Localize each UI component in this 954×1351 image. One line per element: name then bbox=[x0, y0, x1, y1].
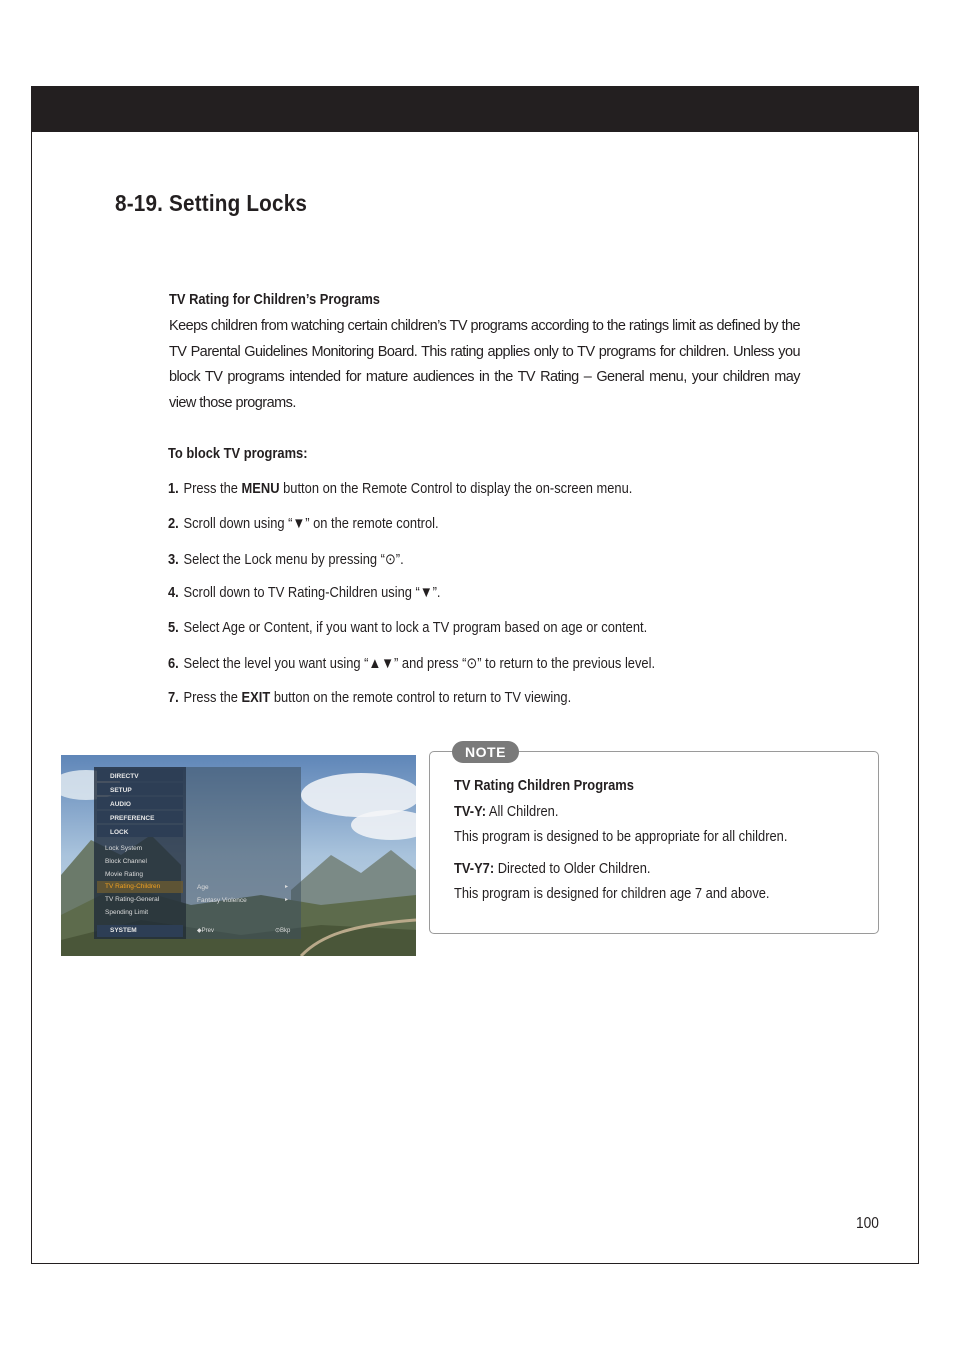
page-title: 8-19. Setting Locks bbox=[115, 190, 308, 216]
menu-item-setup: SETUP bbox=[110, 787, 132, 794]
step-text: button on the remote control to return to TV viewing. bbox=[270, 689, 572, 706]
menu-main-list bbox=[110, 770, 154, 840]
menu-sub-list bbox=[105, 843, 160, 920]
submenu-item-lock-system: Lock System bbox=[105, 845, 143, 852]
rating-name: Directed to Older Children. bbox=[494, 860, 651, 877]
note-title: TV Rating Children Programs bbox=[454, 777, 634, 794]
step-6 bbox=[168, 654, 655, 672]
step-number: 4. bbox=[168, 584, 179, 601]
note-desc-tvy7: This program is designed for children age 7 and above. bbox=[454, 885, 770, 902]
step-text: Select the Lock menu by pressing “⊙”. bbox=[183, 551, 404, 568]
step-2 bbox=[168, 515, 439, 532]
step-7 bbox=[168, 689, 571, 706]
submenu-item-spending-limit: Spending Limit bbox=[105, 908, 148, 916]
step-number: 2. bbox=[168, 515, 179, 532]
step-text: Select Age or Content, if you want to lock a TV program based on age or content. bbox=[183, 619, 648, 636]
step-keyword: EXIT bbox=[241, 689, 271, 706]
page-number: 100 bbox=[856, 1215, 879, 1232]
step-number: 1. bbox=[168, 480, 179, 497]
step-number: 5. bbox=[168, 619, 179, 636]
submenu-item-movie-rating: Movie Rating bbox=[105, 870, 143, 878]
rating-options-list bbox=[197, 881, 247, 907]
step-3 bbox=[168, 550, 404, 568]
rating-code: TV-Y: bbox=[454, 803, 487, 820]
menu-footer-select: ⊙Bkp bbox=[275, 928, 291, 934]
menu-item-system: SYSTEM bbox=[110, 927, 137, 934]
submenu-item-block-channel: Block Channel bbox=[105, 857, 147, 865]
menu-item-directv: DIRECTV bbox=[110, 773, 139, 780]
option-age: Age bbox=[197, 884, 209, 891]
submenu-item-tv-rating-children: TV Rating-Children bbox=[105, 883, 161, 891]
note-item-tvy7 bbox=[454, 860, 650, 877]
menu-item-audio: AUDIO bbox=[110, 801, 131, 808]
step-text: button on the Remote Control to display the on-screen menu. bbox=[279, 480, 633, 497]
section-heading: TV Rating for Children’s Programs bbox=[169, 291, 380, 308]
note-label: NOTE bbox=[452, 741, 519, 763]
menu-item-lock: LOCK bbox=[110, 829, 129, 836]
step-number: 3. bbox=[168, 551, 179, 568]
step-number: 7. bbox=[168, 689, 179, 706]
header-bar bbox=[31, 86, 919, 132]
note-desc-tvy: This program is designed to be appropriate for all children. bbox=[454, 828, 788, 845]
rating-code: TV-Y7: bbox=[454, 860, 495, 877]
description-paragraph: Keeps children from watching certain children’s TV programs according to the ratings limit as defined by the TV Parental Guidelines Monitoring Board. This rating applies only to TV programs for children. Unless you block TV programs intended for mature audiences in the TV Rating – General menu, your children may view those programs. bbox=[169, 318, 800, 412]
step-text: Scroll down using “▼” on the remote control. bbox=[183, 515, 439, 532]
option-fantasy-violence: Fantasy Violence bbox=[197, 897, 247, 904]
step-text: Press the bbox=[183, 480, 242, 497]
arrow-right-icon: ▸ bbox=[285, 897, 289, 903]
block-heading: To block TV programs: bbox=[168, 445, 308, 462]
rating-name: All Children. bbox=[486, 803, 559, 820]
option-arrows bbox=[285, 881, 288, 907]
step-text: Select the level you want using “▲▼” and press “⊙” to return to the previous level. bbox=[183, 655, 656, 672]
step-1 bbox=[168, 480, 632, 497]
tv-menu-screenshot bbox=[61, 755, 416, 956]
note-item-tvy bbox=[454, 803, 558, 820]
step-text: Scroll down to TV Rating-Children using “▼”. bbox=[183, 584, 441, 601]
step-text: Press the bbox=[183, 689, 242, 706]
arrow-right-icon: ▸ bbox=[285, 884, 289, 890]
step-keyword: MENU bbox=[241, 480, 280, 497]
step-5 bbox=[168, 619, 647, 636]
page-frame bbox=[31, 86, 919, 1264]
menu-footer-prev: ◆Prev bbox=[197, 928, 214, 934]
menu-item-preference: PREFERENCE bbox=[110, 815, 155, 822]
submenu-item-tv-rating-general: TV Rating-General bbox=[105, 896, 160, 904]
step-4 bbox=[168, 584, 440, 601]
step-number: 6. bbox=[168, 655, 179, 672]
